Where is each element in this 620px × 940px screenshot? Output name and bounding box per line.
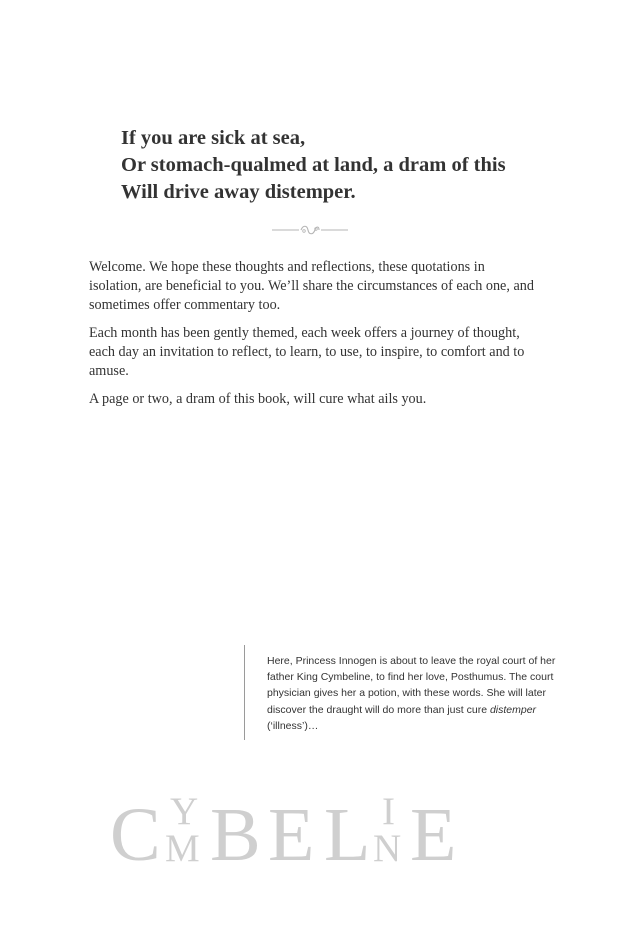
title-letter-i: I: [382, 790, 395, 833]
context-text: Here, Princess Innogen is about to leave the royal court of her father King Cymbeline, to find her love, Posthumus. The court physician gives her a potion, with these words. She will later discover the draught will do more than just cure: [267, 655, 556, 716]
play-title-cymbeline: [110, 780, 510, 870]
context-emphasis: distemper: [489, 703, 537, 716]
intro-paragraph: A page or two, a dram of this book, will cure what ails you.: [89, 391, 427, 407]
introduction-text: [89, 258, 539, 418]
flourish-divider-icon: [272, 222, 348, 238]
context-sidenote: [244, 645, 567, 740]
context-text-end: (‘illness’)…: [267, 719, 319, 732]
title-letter-e-final: E: [410, 793, 457, 870]
intro-paragraph: Each month has been gently themed, each week offers a journey of thought, each day an invitation to reflect, to learn, to use, to inspire, to comfort and to amuse.: [89, 325, 525, 379]
title-letter-b: B: [210, 793, 261, 870]
quote-line: If you are sick at sea,: [121, 127, 306, 149]
epigraph-quote: [121, 125, 506, 206]
title-letter-c: C: [110, 793, 161, 870]
title-letter-e: E: [268, 793, 315, 870]
title-letter-l: L: [324, 793, 371, 870]
quote-line: Or stomach-qualmed at land, a dram of this: [121, 154, 506, 176]
title-letter-n: N: [373, 827, 402, 870]
quote-line: Will drive away distemper.: [121, 181, 356, 203]
title-letter-y: Y: [170, 790, 199, 833]
title-letter-m: M: [165, 827, 200, 870]
intro-paragraph: Welcome. We hope these thoughts and reflections, these quotations in isolation, are beneficial to you. We’ll share the circumstances of each one, and sometimes offer commentary too.: [89, 259, 534, 313]
